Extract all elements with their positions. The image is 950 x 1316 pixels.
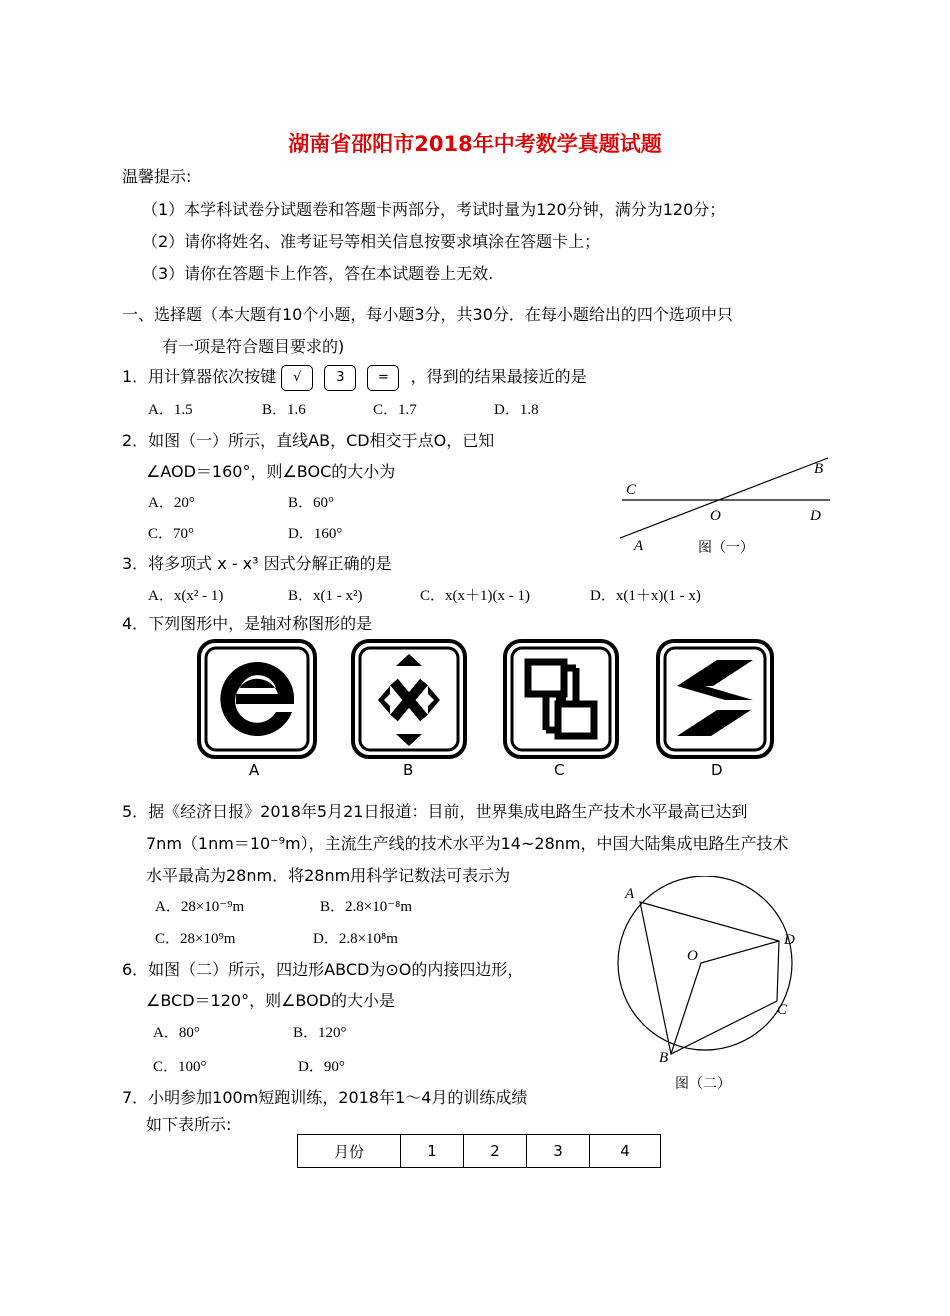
table-header-4: 4 — [590, 1135, 661, 1168]
notice-item-2: （2）请你将姓名、准考证号等相关信息按要求填涂在答题卡上； — [142, 232, 601, 251]
q5-line3: 水平最高为28nm．将28nm用科学记数法可表示为 — [146, 866, 511, 885]
fig2-label-d: D — [784, 932, 795, 948]
q7-table — [297, 1134, 661, 1168]
fig1-label-b: B — [814, 461, 824, 477]
q5-line2: 7nm（1nm＝10⁻⁹m），主流生产线的技术水平为14~28nm，中国大陆集成电路生产技术 — [146, 834, 789, 853]
q6-option-a: A．80° — [153, 1025, 200, 1041]
fig2-label-o: O — [687, 948, 698, 964]
q1-option-b: B．1.6 — [262, 402, 306, 418]
q5-option-d: D．2.8×10⁸m — [313, 931, 398, 947]
three-key-icon: 3 — [324, 365, 356, 391]
figure-2 — [605, 876, 815, 1098]
fig2-caption: 图（二） — [675, 1077, 731, 1092]
notice-heading: 温馨提示: — [122, 167, 192, 186]
q2-option-c: C．70° — [148, 526, 195, 542]
q5-line1: 5．据《经济日报》2018年5月21日报道：目前，世界集成电路生产技术水平最高已达到 — [122, 802, 748, 821]
q5-option-b: B．2.8×10⁻⁸m — [320, 899, 413, 915]
q6-line1: 6．如图（二）所示，四边形ABCD为⊙O的内接四边形， — [122, 960, 524, 979]
q1-option-c: C．1.7 — [373, 402, 417, 418]
q1-stem — [122, 364, 587, 391]
q1-option-d: D．1.8 — [494, 402, 539, 418]
q2-option-a: A．20° — [148, 495, 195, 511]
equals-key-icon: = — [367, 365, 399, 391]
page-title: 湖南省邵阳市2018年中考数学真题试题 — [288, 132, 662, 156]
circle-o — [618, 876, 792, 1050]
symbol-c-knot-icon — [502, 638, 620, 760]
fig2-label-a: A — [625, 886, 635, 902]
q1-suffix: ，得到的结果最接近的是 — [410, 367, 587, 386]
q3-option-b: B．x(1 - x²) — [288, 588, 363, 604]
notice-item-1: （1）本学科试卷分试题卷和答题卡两部分，考试时量为120分钟，满分为120分； — [142, 200, 726, 219]
q6-option-d: D．90° — [298, 1059, 345, 1075]
symbol-label-c: C — [554, 761, 565, 779]
section1-line2: 有一项是符合题目要求的) — [162, 337, 345, 356]
fig1-label-c: C — [626, 482, 637, 498]
figure-1 — [610, 452, 840, 562]
q3-option-a: A．x(x² - 1) — [148, 588, 224, 604]
table-header-3: 3 — [527, 1135, 590, 1168]
q5-option-c: C．28×10⁹m — [155, 931, 236, 947]
q3-stem: 3．将多项式 x - x³ 因式分解正确的是 — [122, 554, 392, 573]
q3-option-d: D．x(1＋x)(1 - x) — [590, 588, 701, 604]
symbol-label-d: D — [711, 761, 723, 779]
table-header-1: 1 — [401, 1135, 464, 1168]
sqrt-key-icon: √ — [281, 365, 313, 391]
q7-line2: 如下表所示: — [146, 1115, 232, 1134]
q2-option-b: B．60° — [288, 495, 335, 511]
symbol-label-a: A — [249, 761, 260, 779]
table-header-2: 2 — [464, 1135, 527, 1168]
q4-stem: 4．下列图形中，是轴对称图形的是 — [122, 614, 373, 633]
fig1-caption: 图（一） — [698, 541, 754, 556]
q1-option-a: A．1.5 — [148, 402, 193, 418]
notice-item-3: （3）请你在答题卡上作答，答在本试题卷上无效. — [142, 264, 494, 283]
q7-line1: 7．小明参加100m短跑训练，2018年1～4月的训练成绩 — [122, 1088, 528, 1107]
q5-option-a: A．28×10⁻⁹m — [155, 899, 245, 915]
line-ab — [620, 458, 828, 538]
fig2-label-b: B — [659, 1050, 669, 1066]
table-row — [298, 1135, 661, 1168]
symbol-a-e-icon — [196, 638, 318, 760]
symbol-b-arrows-icon — [350, 638, 468, 760]
fig1-label-a: A — [634, 538, 644, 554]
table-header-month: 月份 — [298, 1135, 401, 1168]
symbol-d-s-icon — [655, 638, 775, 760]
q6-option-b: B．120° — [293, 1025, 347, 1041]
q1-prefix: 1．用计算器依次按键 — [122, 367, 277, 386]
q6-option-c: C．100° — [153, 1059, 207, 1075]
q2-line1: 2．如图（一）所示，直线AB，CD相交于点O，已知 — [122, 431, 495, 450]
fig1-label-o: O — [710, 508, 721, 524]
fig1-label-d: D — [810, 508, 821, 524]
q2-line2: ∠AOD＝160°，则∠BOC的大小为 — [146, 462, 396, 481]
fig2-label-c: C — [777, 1002, 788, 1018]
q3-option-c: C．x(x＋1)(x - 1) — [420, 588, 530, 604]
section1-line1: 一、选择题（本大题有10个小题，每小题3分，共30分．在每小题给出的四个选项中只 — [122, 305, 733, 324]
q6-line2: ∠BCD＝120°，则∠BOD的大小是 — [146, 991, 396, 1010]
q2-option-d: D．160° — [288, 526, 343, 542]
symbol-label-b: B — [403, 761, 414, 779]
